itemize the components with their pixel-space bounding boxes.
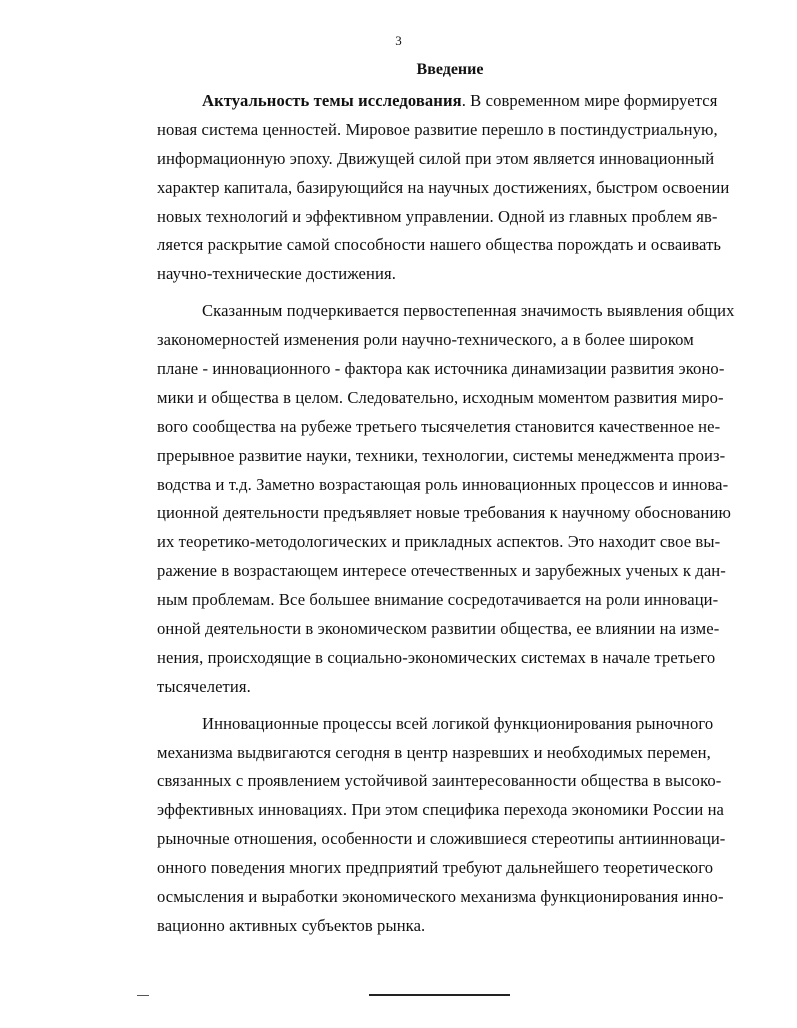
text-line: прерывное развитие науки, техники, технологии, системы менеджмента произ- xyxy=(157,445,726,465)
body-text xyxy=(157,87,744,941)
page-number: 3 xyxy=(395,33,402,48)
text-line: характер капитала, базирующийся на научных достижениях, быстром освоении xyxy=(157,177,730,197)
text-line: информационную эпоху. Движущей силой при этом является инновационный xyxy=(157,148,715,168)
text-line: ционной деятельности предъявляет новые требования к научному обоснованию xyxy=(157,503,732,523)
text-line: связанных с проявлением устойчивой заинтересованности общества в высоко- xyxy=(157,771,722,791)
text-line: механизма выдвигаются сегодня в центр назревших и необходимых перемен, xyxy=(157,742,711,762)
footer-rule xyxy=(369,994,510,996)
text-line: эффективных инновациях. При этом специфика перехода экономики России на xyxy=(157,800,725,820)
text-line: Актуальность темы исследования. В современном мире формируется xyxy=(202,91,718,110)
text-line: ляется раскрытие самой способности нашего общества порождать и осваивать xyxy=(157,235,722,255)
text-line: вого сообщества на рубеже третьего тысячелетия становится качественное не- xyxy=(157,416,721,436)
paragraph-relevance xyxy=(157,87,744,289)
text-line: вационно активных субъектов рынка. xyxy=(157,915,426,935)
page-title: Введение xyxy=(416,61,484,78)
text-line: их теоретико-методологических и прикладных аспектов. Это находит свое вы- xyxy=(157,532,721,552)
text-line: онной деятельности в экономическом развитии общества, ее влиянии на изме- xyxy=(157,619,720,639)
text-line: онного поведения многих предприятий требуют дальнейшего теоретического xyxy=(157,858,714,878)
relevance-heading: Актуальность темы исследования xyxy=(202,91,462,110)
text-line: рыночные отношения, особенности и сложившиеся стереотипы антиинноваци- xyxy=(157,829,726,849)
text-line: мики и общества в целом. Следовательно, исходным моментом развития миро- xyxy=(157,387,724,407)
text-line: научно-технические достижения. xyxy=(157,264,396,284)
paragraph-significance xyxy=(157,297,744,701)
text-line: Инновационные процессы всей логикой функционирования рыночного xyxy=(202,713,714,733)
text-line: Сказанным подчеркивается первостепенная значимость выявления общих xyxy=(202,301,735,321)
text-line: тысячелетия. xyxy=(157,676,251,696)
text-line: водства и т.д. Заметно возрастающая роль инновационных процессов и иннова- xyxy=(157,474,729,494)
paragraph-innovation-processes xyxy=(157,710,744,941)
text-line: закономерностей изменения роли научно-технического, а в более широком xyxy=(157,330,694,350)
text-line: новая система ценностей. Мировое развитие перешло в постиндустриальную, xyxy=(157,119,718,139)
footer-dash xyxy=(137,995,149,996)
text-line: ным проблемам. Все большее внимание сосредотачивается на роли инноваци- xyxy=(157,590,719,610)
text-line: ражение в возрастающем интересе отечественных и зарубежных ученых к дан- xyxy=(157,561,726,581)
text-line: нения, происходящие в социально-экономических системах в начале третьего xyxy=(157,647,716,667)
text-line: плане - инновационного - фактора как источника динамизации развития эконо- xyxy=(157,359,725,379)
text-line: осмысления и выработки экономического механизма функционирования инно- xyxy=(157,887,724,907)
text-line: новых технологий и эффективном управлении. Одной из главных проблем яв- xyxy=(157,206,718,226)
